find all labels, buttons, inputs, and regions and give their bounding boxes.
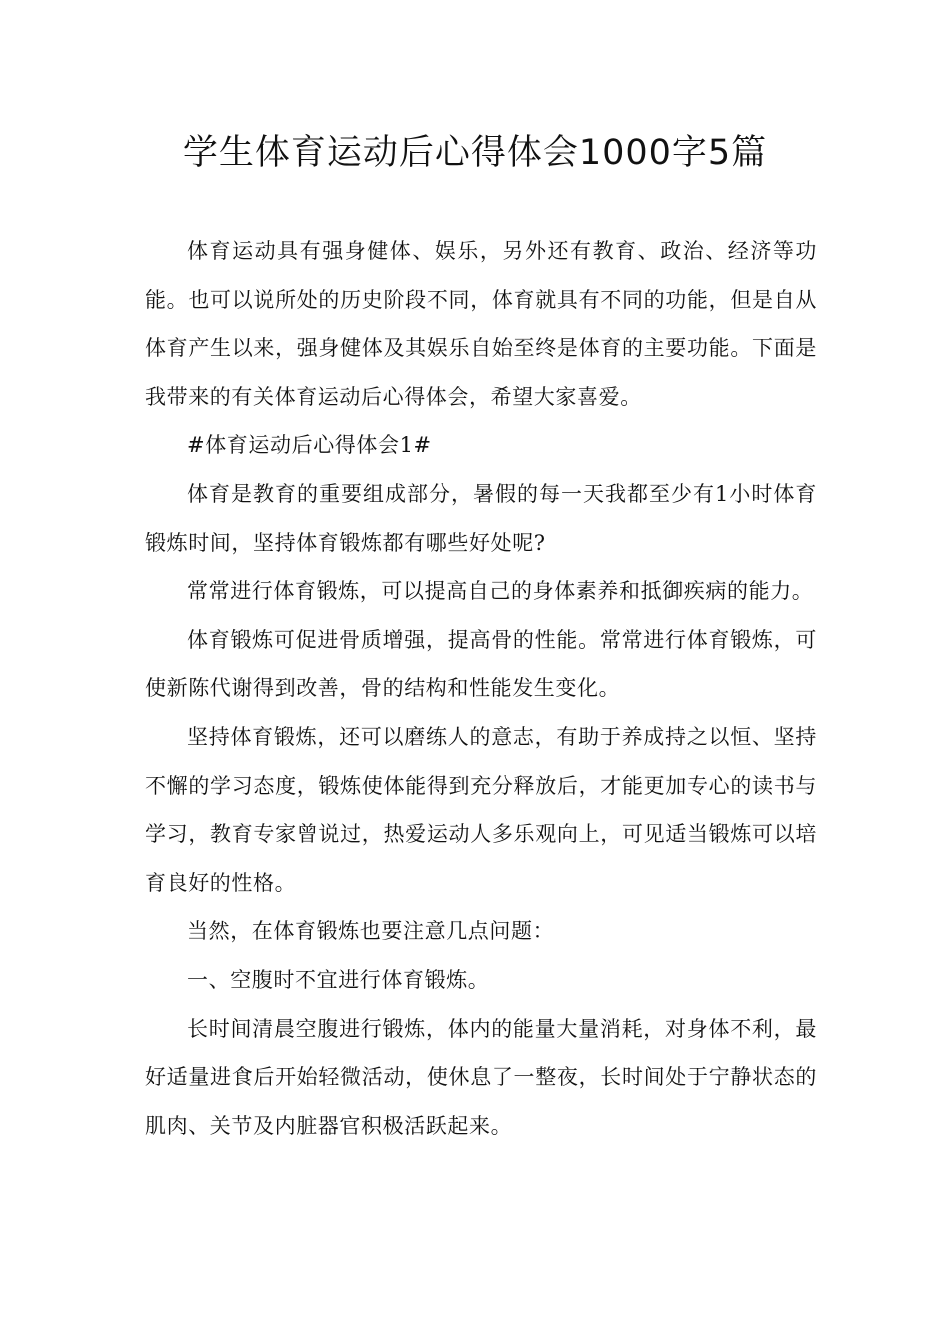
list-item-heading: 一、空腹时不宜进行体育锻炼。	[187, 967, 490, 992]
paragraph: 常常进行体育锻炼，可以提高自己的身体素养和抵御疾病的能力。	[187, 579, 814, 604]
section-heading: #体育运动后心得体会1#	[187, 433, 432, 458]
paragraph: 长时间清晨空腹进行锻炼，体内的能量大量消耗，对身体不利，最好适量进食后开始轻微活动，使休息了一整夜，长时间处于宁静状态的肌肉、关节及内脏器官积极活跃起来。	[145, 1016, 817, 1138]
paragraph: 体育锻炼可促进骨质增强，提高骨的性能。常常进行体育锻炼，可使新陈代谢得到改善，骨的结构和性能发生变化。	[145, 627, 817, 701]
paragraph: 当然，在体育锻炼也要注意几点问题：	[187, 919, 555, 944]
paragraph: 体育运动具有强身健体、娱乐，另外还有教育、政治、经济等功能。也可以说所处的历史阶段不同，体育就具有不同的功能，但是自从体育产生以来，强身健体及其娱乐自始至终是体育的主要功能。下面是我带来的有关体育运动后心得体会，希望大家喜爱。	[145, 239, 817, 409]
paragraph: 坚持体育锻炼，还可以磨练人的意志，有助于养成持之以恒、坚持不懈的学习态度，锻炼使体能得到充分释放后，才能更加专心的读书与学习，教育专家曾说过，热爱运动人多乐观向上，可见适当锻炼可以培育良好的性格。	[145, 724, 817, 895]
document-body	[145, 227, 817, 1150]
document-title: 学生体育运动后心得体会1000字5篇	[182, 133, 768, 173]
paragraph: 体育是教育的重要组成部分，暑假的每一天我都至少有1小时体育锻炼时间，坚持体育锻炼都有哪些好处呢?	[145, 481, 817, 555]
